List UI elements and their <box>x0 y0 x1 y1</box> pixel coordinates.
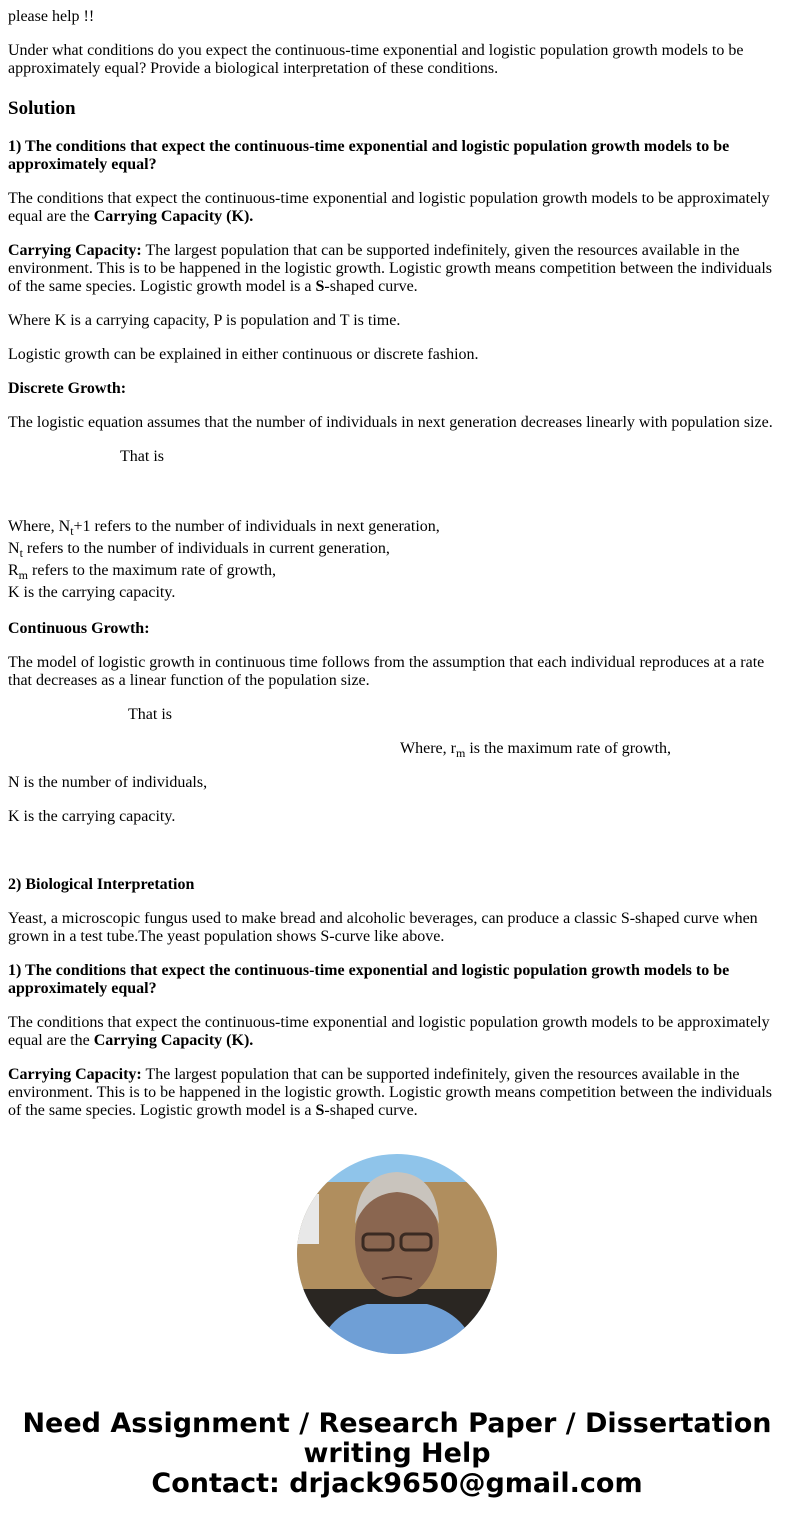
discrete-text: The logistic equation assumes that the number of individuals in next generation decreases linearly with population size. <box>8 414 773 431</box>
continuous-heading-text: Continuous Growth: <box>8 620 150 637</box>
continuous-text: The model of logistic growth in continuous time follows from the assumption that each individual reproduces at a rate that decreases as a linear function of the population size. <box>8 654 765 689</box>
discrete-that-is: That is <box>120 448 164 465</box>
n-definition: N is the number of individuals, <box>8 774 208 791</box>
cc-text: The largest population that can be supported indefinitely, given the resources available in the environment. This is to be happened in the logistic growth. Logistic growth means competition between the individuals of the same species. Logistic growth model is a <box>8 242 773 295</box>
avatar <box>297 1154 497 1354</box>
answer-text: The conditions that expect the continuous-time exponential and logistic population growth models to be approximately equal are the <box>8 190 770 225</box>
logistic-fashion: Logistic growth can be explained in either continuous or discrete fashion. <box>8 346 479 363</box>
part1-heading-repeat <box>8 962 786 998</box>
where-text: Where, r <box>400 740 456 757</box>
continuous-where <box>8 740 786 758</box>
def-sub: t <box>70 524 74 538</box>
part2-heading <box>8 876 786 894</box>
carrying-capacity-definition <box>8 242 786 296</box>
part1-heading-text: 1) The conditions that expect the continuous-time exponential and logistic population growth models to be approximately equal? <box>8 138 730 173</box>
avatar-photo-icon <box>297 1154 497 1354</box>
solution-heading: Solution <box>8 98 76 119</box>
def-text: refers to the maximum rate of growth, <box>28 562 276 579</box>
def-sub: m <box>18 568 29 582</box>
cc-text: The largest population that can be supported indefinitely, given the resources available in the environment. This is to be happened in the logistic growth. Logistic growth means competition between the individuals of the same species. Logistic growth model is a <box>8 1066 773 1119</box>
question-text: Under what conditions do you expect the continuous-time exponential and logistic population growth models to be approximately equal? Provide a biological interpretation of these conditions. <box>8 42 744 77</box>
cc-label: Carrying Capacity: <box>8 1066 142 1083</box>
discrete-heading-text: Discrete Growth: <box>8 380 127 397</box>
answer-bold: Carrying Capacity (K). <box>93 1032 254 1049</box>
where-kpt: Where K is a carrying capacity, P is population and T is time. <box>8 312 401 329</box>
answer-text: The conditions that expect the continuous-time exponential and logistic population growth models to be approximately equal are the <box>8 1014 770 1049</box>
where-sub: m <box>455 746 466 760</box>
def-text: N <box>8 540 20 557</box>
def-text: +1 refers to the number of individuals in next generation, <box>73 518 440 535</box>
def-text: refers to the number of individuals in current generation, <box>22 540 390 557</box>
def-text: Where, N <box>8 518 71 535</box>
def-text: R <box>8 562 19 579</box>
cc-label: Carrying Capacity: <box>8 242 142 259</box>
part2-heading-text: 2) Biological Interpretation <box>8 876 195 893</box>
part1-answer <box>8 190 786 226</box>
part1-heading <box>8 138 786 174</box>
def-line <box>8 538 786 560</box>
def-line <box>8 516 786 538</box>
question-title: please help !! <box>8 8 95 25</box>
cc-text-end: -shaped curve. <box>324 1102 418 1119</box>
answer-bold: Carrying Capacity (K). <box>93 208 254 225</box>
cc-text-end: -shaped curve. <box>324 278 418 295</box>
avatar-container <box>8 1154 786 1359</box>
def-sub: t <box>19 546 23 560</box>
footer-contact: Contact: drjack9650@gmail.com <box>151 1468 643 1499</box>
def-line: K is the carrying capacity. <box>8 584 176 601</box>
def-line <box>8 560 786 582</box>
continuous-that-is: That is <box>128 706 172 723</box>
continuous-heading <box>8 620 786 638</box>
footer-ad <box>8 1409 786 1499</box>
discrete-heading <box>8 380 786 398</box>
part1-heading-text: 1) The conditions that expect the continuous-time exponential and logistic population growth models to be approximately equal? <box>8 962 730 997</box>
cc-s: S <box>315 1102 325 1119</box>
discrete-definitions <box>8 516 786 604</box>
k-definition: K is the carrying capacity. <box>8 808 176 825</box>
where-text: is the maximum rate of growth, <box>465 740 672 757</box>
spacer <box>8 842 786 860</box>
footer-line-1: Need Assignment / Research Paper / Dissertation writing Help <box>22 1408 772 1469</box>
part1-answer-repeat <box>8 1014 786 1050</box>
part2-text: Yeast, a microscopic fungus used to make bread and alcoholic beverages, can produce a classic S-shaped curve when grown in a test tube.The yeast population shows S-curve like above. <box>8 910 758 945</box>
cc-s: S <box>315 278 325 295</box>
carrying-capacity-definition-repeat <box>8 1066 786 1120</box>
